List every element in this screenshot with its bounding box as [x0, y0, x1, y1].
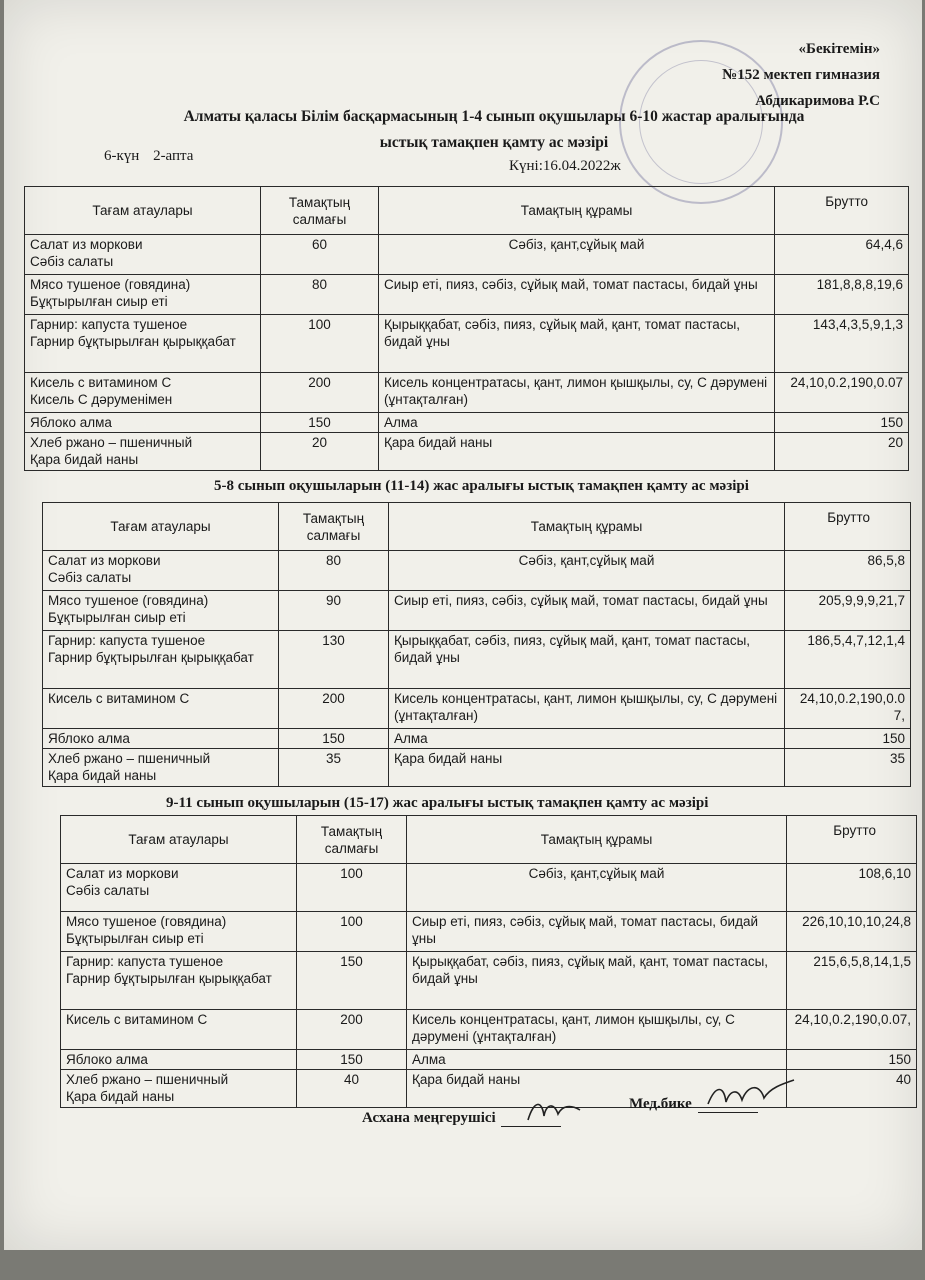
- dish-name: [61, 912, 297, 952]
- dish-name-ru: Кисель с витамином С: [48, 691, 190, 706]
- menu-row: [43, 729, 911, 749]
- dish-brutto: 150: [785, 729, 911, 749]
- dish-brutto: 205,9,9,9,21,7: [785, 591, 911, 631]
- header-name: Тағам атаулары: [61, 816, 297, 864]
- dish-weight: 80: [261, 275, 379, 315]
- header-brutto: Брутто: [787, 816, 917, 864]
- dish-name-ru: Мясо тушеное (говядина): [30, 277, 191, 292]
- menu-row: [61, 952, 917, 1010]
- section-title-grades-5-8: 5-8 сынып оқушыларын (11-14) жас аралығы ыстық тамақпен қамту ас мәзірі: [214, 478, 749, 494]
- dish-name: [25, 235, 261, 275]
- dish-composition: Сәбіз, қант,сұйық май: [379, 235, 775, 275]
- menu-row: [43, 551, 911, 591]
- dish-name: [25, 413, 261, 433]
- dish-weight: 90: [279, 591, 389, 631]
- dish-brutto: 40: [787, 1070, 917, 1108]
- dish-name-ru: Салат из моркови: [30, 237, 143, 252]
- dish-brutto: 186,5,4,7,12,1,4: [785, 631, 911, 689]
- dish-name-kz: Бұқтырылған сиыр еті: [30, 294, 168, 309]
- dish-name-kz: Қара бидай наны: [66, 1089, 175, 1104]
- dish-composition: Қара бидай наны: [379, 433, 775, 471]
- dish-name: [61, 864, 297, 912]
- dish-name-kz: Сәбіз салаты: [66, 883, 150, 898]
- title-line-1: Алматы қаласы Білім басқармасының 1-4 сынып оқушылары 6-10 жастар аралығында: [183, 108, 805, 125]
- menu-row: [61, 864, 917, 912]
- approval-director: Абдикаримова Р.С: [755, 93, 880, 109]
- menu-row: [25, 373, 909, 413]
- dish-composition: Кисель концентратасы, қант, лимон қышқылы, су, С дәрумені (ұнтақталған): [389, 689, 785, 729]
- dish-brutto: 24,10,0.2,190,0.07: [775, 373, 909, 413]
- dish-brutto: 108,6,10: [787, 864, 917, 912]
- menu-row: [61, 1050, 917, 1070]
- dish-name-ru: Хлеб ржано – пшеничный: [30, 435, 193, 450]
- dish-weight: 150: [297, 952, 407, 1010]
- dish-name: [43, 729, 279, 749]
- dish-name-kz: Қара бидай наны: [30, 452, 139, 467]
- dish-weight: 150: [279, 729, 389, 749]
- dish-name-kz: Кисель С дәруменімен: [30, 392, 173, 407]
- dish-brutto: 215,6,5,8,14,1,5: [787, 952, 917, 1010]
- dish-name-ru: Яблоко алма: [66, 1052, 148, 1067]
- dish-brutto: 64,4,6: [775, 235, 909, 275]
- dish-brutto: 150: [775, 413, 909, 433]
- dish-weight: 200: [279, 689, 389, 729]
- dish-name: [43, 749, 279, 787]
- dish-name-kz: Қара бидай наны: [48, 768, 157, 783]
- nurse-label: Мед.бике: [629, 1096, 692, 1112]
- dish-weight: 100: [297, 912, 407, 952]
- dish-weight: 80: [279, 551, 389, 591]
- dish-weight: 130: [279, 631, 389, 689]
- dish-brutto: 181,8,8,8,19,6: [775, 275, 909, 315]
- dish-name: [25, 433, 261, 471]
- document-page: [4, 0, 922, 1250]
- menu-row: [25, 413, 909, 433]
- dish-composition: Кисель концентратасы, қант, лимон қышқылы, су, С дәрумені (ұнтақталған): [407, 1010, 787, 1050]
- canteen-head-handwritten-signature: [524, 1096, 584, 1126]
- dish-name: [43, 591, 279, 631]
- dish-brutto: 24,10,0.2,190,0.07,: [787, 1010, 917, 1050]
- header-brutto: Брутто: [775, 187, 909, 235]
- dish-weight: 100: [261, 315, 379, 373]
- header-brutto: Брутто: [785, 503, 911, 551]
- dish-composition: Қырыққабат, сәбіз, пияз, сұйық май, қант, томат пастасы, бидай ұны: [379, 315, 775, 373]
- dish-brutto: 35: [785, 749, 911, 787]
- menu-row: [43, 591, 911, 631]
- day-label: 6-күн: [104, 148, 140, 164]
- menu-row: [25, 275, 909, 315]
- day-week: [104, 148, 203, 165]
- dish-name: [61, 952, 297, 1010]
- dish-composition: Сәбіз, қант,сұйық май: [389, 551, 785, 591]
- menu-row: [25, 433, 909, 471]
- dish-name-kz: Бұқтырылған сиыр еті: [48, 610, 186, 625]
- dish-name: [61, 1070, 297, 1108]
- menu-row: [25, 235, 909, 275]
- dish-name: [25, 373, 261, 413]
- dish-name-ru: Хлеб ржано – пшеничный: [66, 1072, 229, 1087]
- dish-weight: 60: [261, 235, 379, 275]
- approval-school: №152 мектеп гимназия: [722, 67, 880, 83]
- dish-name-ru: Яблоко алма: [48, 731, 130, 746]
- dish-weight: 100: [297, 864, 407, 912]
- header-name: Тағам атаулары: [25, 187, 261, 235]
- dish-name-ru: Яблоко алма: [30, 415, 112, 430]
- dish-weight: 150: [261, 413, 379, 433]
- dish-composition: Қара бидай наны: [389, 749, 785, 787]
- dish-name-kz: Гарнир бұқтырылған қырыққабат: [66, 971, 272, 986]
- dish-name-ru: Салат из моркови: [48, 553, 161, 568]
- menu-date: Күні:16.04.2022ж: [509, 158, 621, 174]
- title-line-2: ыстық тамақпен қамту ас мәзірі: [379, 134, 609, 151]
- dish-name-kz: Гарнир бұқтырылған қырыққабат: [30, 334, 236, 349]
- header-weight: Тамақтың салмағы: [297, 816, 407, 864]
- dish-name-ru: Кисель с витамином С: [30, 375, 172, 390]
- header-weight: Тамақтың салмағы: [279, 503, 389, 551]
- dish-name-ru: Салат из моркови: [66, 866, 179, 881]
- dish-name: [43, 631, 279, 689]
- dish-weight: 20: [261, 433, 379, 471]
- dish-name-ru: Мясо тушеное (говядина): [48, 593, 209, 608]
- dish-name-kz: Сәбіз салаты: [30, 254, 114, 269]
- dish-name-ru: Хлеб ржано – пшеничный: [48, 751, 211, 766]
- dish-composition: Қара бидай наны: [407, 1070, 787, 1108]
- menu-table-grades-1-4: [24, 186, 909, 471]
- menu-table-grades-9-11: [60, 815, 917, 1108]
- dish-name-ru: Мясо тушеное (говядина): [66, 914, 227, 929]
- menu-row: [43, 631, 911, 689]
- dish-composition: Сәбіз, қант,сұйық май: [407, 864, 787, 912]
- dish-weight: 40: [297, 1070, 407, 1108]
- menu-row: [43, 689, 911, 729]
- dish-name-ru: Гарнир: капуста тушеное: [48, 633, 206, 648]
- dish-composition: Сиыр еті, пияз, сәбіз, сұйық май, томат пастасы, бидай ұны: [389, 591, 785, 631]
- header-composition: Тамақтың құрамы: [389, 503, 785, 551]
- approval-heading: «Бекітемін»: [798, 41, 880, 57]
- approval-block: [722, 36, 880, 114]
- menu-row: [25, 315, 909, 373]
- header-composition: Тамақтың құрамы: [379, 187, 775, 235]
- dish-name-kz: Бұқтырылған сиыр еті: [66, 931, 204, 946]
- menu-row: [61, 912, 917, 952]
- dish-composition: Қырыққабат, сәбіз, пияз, сұйық май, қант, томат пастасы, бидай ұны: [389, 631, 785, 689]
- dish-weight: 150: [297, 1050, 407, 1070]
- dish-weight: 200: [297, 1010, 407, 1050]
- dish-weight: 35: [279, 749, 389, 787]
- dish-composition: Қырыққабат, сәбіз, пияз, сұйық май, қант, томат пастасы, бидай ұны: [407, 952, 787, 1010]
- dish-name: [43, 689, 279, 729]
- dish-name-kz: Сәбіз салаты: [48, 570, 132, 585]
- dish-composition: Кисель концентратасы, қант, лимон қышқылы, су, С дәрумені (ұнтақталған): [379, 373, 775, 413]
- dish-name-ru: Кисель с витамином С: [66, 1012, 208, 1027]
- dish-name: [43, 551, 279, 591]
- dish-name: [25, 315, 261, 373]
- header-weight: Тамақтың салмағы: [261, 187, 379, 235]
- week-label: 2-апта: [153, 148, 194, 164]
- dish-name: [61, 1050, 297, 1070]
- header-composition: Тамақтың құрамы: [407, 816, 787, 864]
- dish-brutto: 24,10,0.2,190,0.07,: [785, 689, 911, 729]
- menu-row: [43, 749, 911, 787]
- dish-brutto: 20: [775, 433, 909, 471]
- section-title-grades-9-11: 9-11 сынып оқушыларын (15-17) жас аралығы ыстық тамақпен қамту ас мәзірі: [166, 795, 709, 811]
- dish-weight: 200: [261, 373, 379, 413]
- signature-line: [698, 1112, 758, 1113]
- dish-brutto: 226,10,10,10,24,8: [787, 912, 917, 952]
- dish-composition: Алма: [379, 413, 775, 433]
- dish-composition: Сиыр еті, пияз, сәбіз, сұйық май, томат пастасы, бидай ұны: [379, 275, 775, 315]
- dish-brutto: 143,4,3,5,9,1,3: [775, 315, 909, 373]
- header-name: Тағам атаулары: [43, 503, 279, 551]
- dish-brutto: 150: [787, 1050, 917, 1070]
- dish-composition: Алма: [407, 1050, 787, 1070]
- dish-name-ru: Гарнир: капуста тушеное: [66, 954, 224, 969]
- dish-name: [61, 1010, 297, 1050]
- dish-composition: Сиыр еті, пияз, сәбіз, сұйық май, томат пастасы, бидай ұны: [407, 912, 787, 952]
- menu-table-grades-5-8: [42, 502, 911, 787]
- canteen-head-label: Асхана меңгерушісі: [362, 1110, 496, 1126]
- signature-line: [501, 1126, 561, 1127]
- dish-brutto: 86,5,8: [785, 551, 911, 591]
- nurse-handwritten-signature: [704, 1078, 799, 1112]
- dish-name-kz: Гарнир бұқтырылған қырыққабат: [48, 650, 254, 665]
- dish-name: [25, 275, 261, 315]
- dish-name-ru: Гарнир: капуста тушеное: [30, 317, 188, 332]
- menu-row: [61, 1010, 917, 1050]
- dish-composition: Алма: [389, 729, 785, 749]
- document-title: [94, 104, 894, 156]
